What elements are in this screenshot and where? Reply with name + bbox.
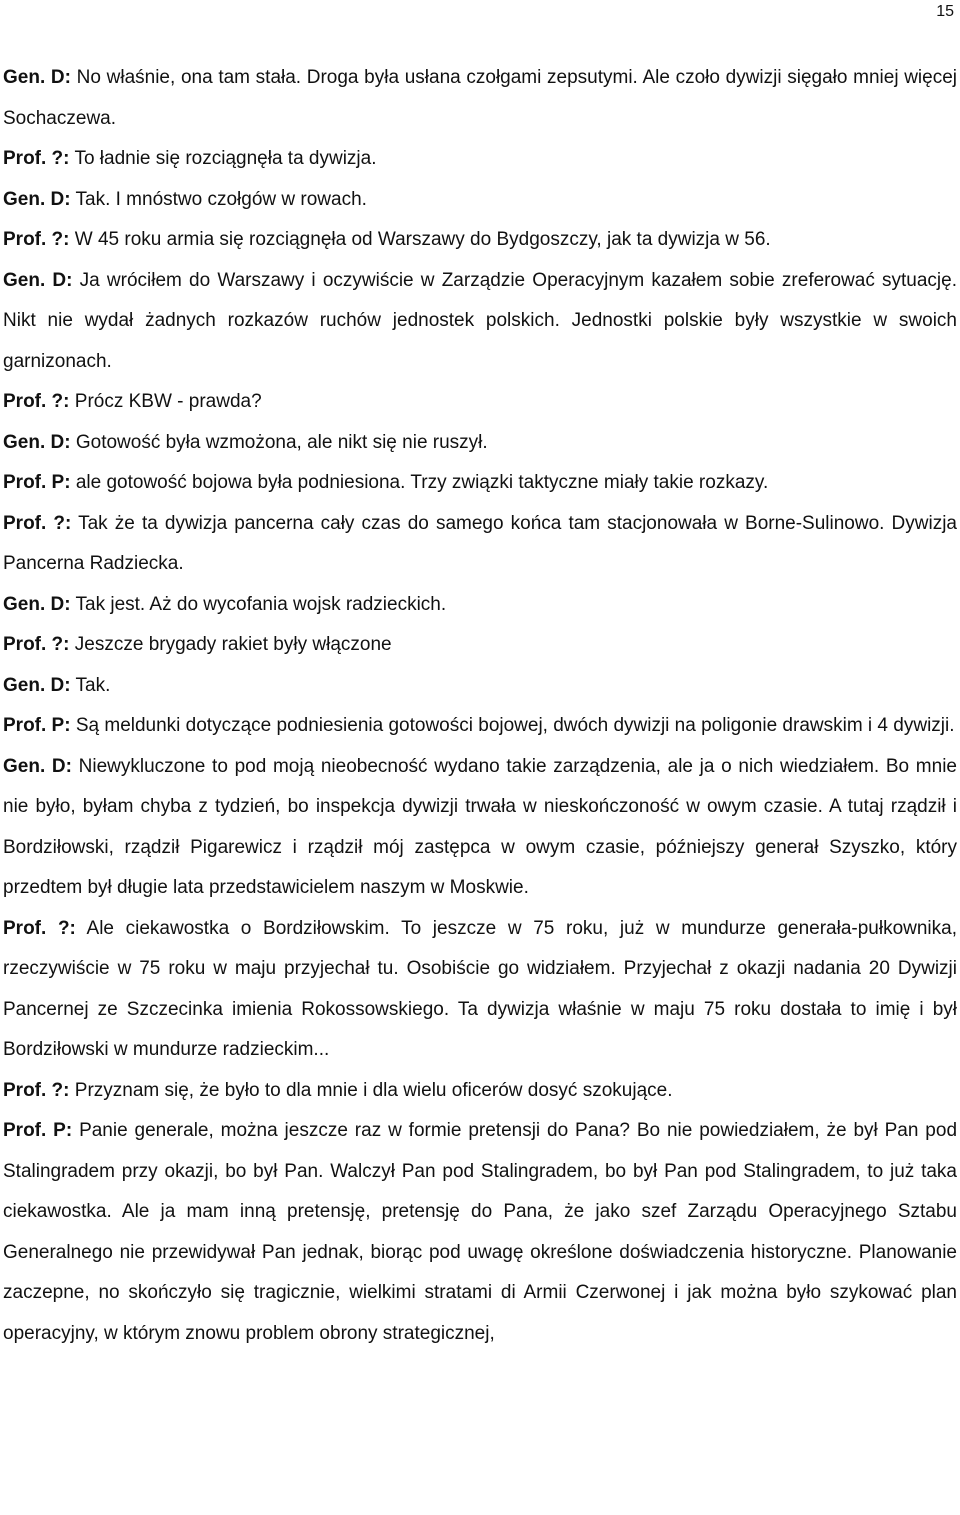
speaker-label: Gen. D: [3,269,73,291]
paragraph-text: To ładnie się rozciągnęła ta dywizja. [74,148,377,169]
speaker-label: Prof. P: [3,1120,73,1141]
speaker-label: Prof. ?: [3,229,70,250]
paragraph-text: Panie generale, można jeszcze raz w formie pretensji do Pana? Bo nie powiedziałem, że był Pan pod Stalingradem przy okazji, bo był Pan. Walczył Pan pod Stalingradem, bo był Pan pod Stalingradem, to już taka ciekawostka. Ale ja mam inną pretensję, pretensję do Pana, że jako szef Zarządu Operacyjnego Sztabu Generalnego nie przewidywał Pan jednak, biorąc pod uwagę określone doświadczenia historyczne. Planowanie zaczepne, no skończyło się tragicznie, wielkimi stratami di Armii Czerwonej i jak można było szykować plan operacyjny, w którym znowu problem obrony strategicznej, [3,1120,958,1344]
transcript-paragraph [3,58,957,139]
speaker-label: Prof. ?: [3,1079,70,1101]
speaker-label: Prof. ?: [3,148,70,169]
transcript-paragraph [3,747,957,909]
transcript-paragraph [3,423,957,464]
speaker-label: Gen. D: [3,755,72,777]
speaker-label: Gen. D: [3,674,71,696]
speaker-label: Gen. D: [3,67,71,88]
speaker-label: Gen. D: [3,188,71,210]
paragraph-text: Tak. [75,674,111,696]
speaker-label: Gen. D: [3,593,71,615]
paragraph-text: Przyznam się, że było to dla mnie i dla wielu oficerów dosyć szokujące. [74,1079,673,1101]
speaker-label: Prof. P: [3,472,71,493]
speaker-label: Prof. ?: [3,634,70,655]
paragraph-text: Ale ciekawostka o Bordziłowskim. To jeszcze w 75 roku, już w mundurze generała-pułkownika, rzeczywiście w 75 roku w maju przyjechał tu. Osobiście go widziałem. Przyjechał z okazji nadania 20 Dywizji Pancernej ze Szczecinka imienia Rokossowskiego. Ta dywizja właśnie w maju 75 roku dostała to imię i był Bordziłowski w mundurze radzieckim... [3,917,957,1060]
transcript-paragraph [3,909,957,1071]
paragraph-text: Gotowość była wzmożona, ale nikt się nie ruszył. [75,431,488,453]
paragraph-text: Prócz KBW - prawda? [74,391,262,412]
transcript-paragraph [3,382,957,423]
paragraph-text: Tak. I mnóstwo czołgów w rowach. [75,188,367,210]
page-number: 15 [936,3,954,20]
speaker-label: Prof. ?: [3,512,72,534]
transcript-paragraph [3,504,957,585]
transcript-paragraph [3,261,957,383]
speaker-label: Prof. ?: [3,917,76,939]
transcript-paragraph [3,666,957,707]
transcript-paragraph [3,706,957,747]
transcript-paragraph [3,625,957,666]
transcript-paragraph [3,585,957,626]
paragraph-text: Są meldunki dotyczące podniesienia gotowości bojowej, dwóch dywizji na poligonie drawskim i 4 dywizji. [75,715,955,736]
transcript-paragraph [3,1111,957,1354]
paragraph-text: ale gotowość bojowa była podniesiona. Trzy związki taktyczne miały takie rozkazy. [75,472,769,493]
transcript-paragraph [3,220,957,261]
paragraph-text: Tak jest. Aż do wycofania wojsk radzieckich. [75,593,447,615]
transcript-body [3,58,957,1354]
paragraph-text: Tak że ta dywizja pancerna cały czas do samego końca tam stacjonowała w Borne-Sulinowo. Dywizja Pancerna Radziecka. [3,512,957,574]
transcript-paragraph [3,139,957,180]
transcript-paragraph [3,463,957,504]
speaker-label: Prof. P: [3,715,71,736]
paragraph-text: No właśnie, ona tam stała. Droga była usłana czołgami zepsutymi. Ale czoło dywizji sięgało mniej więcej Sochaczewa. [3,67,958,129]
paragraph-text: W 45 roku armia się rozciągnęła od Warszawy do Bydgoszczy, jak ta dywizja w 56. [74,229,771,250]
speaker-label: Prof. ?: [3,391,70,412]
paragraph-text: Jeszcze brygady rakiet były włączone [74,634,392,655]
speaker-label: Gen. D: [3,431,71,453]
paragraph-text: Niewykluczone to pod moją nieobecność wydano takie zarządzenia, ale ja o nich wiedziałem. Bo mnie nie było, byłam chyba z tydzień, bo inspekcja dywizji trwała w nieskończoność w owym czasie. A tutaj rządził i Bordziłowski, rządził Pigarewicz i rządził mój zastępca w owym czasie, późniejszy generał Szyszko, który przedtem był długie lata przedstawicielem naszym w Moskwie. [3,755,957,898]
paragraph-text: Ja wróciłem do Warszawy i oczywiście w Zarządzie Operacyjnym kazałem sobie zreferować sytuację. Nikt nie wydał żadnych rozkazów ruchów jednostek polskich. Jednostki polskie były wszystkie w swoich garnizonach. [3,269,958,372]
transcript-paragraph [3,1071,957,1112]
transcript-paragraph [3,180,957,221]
